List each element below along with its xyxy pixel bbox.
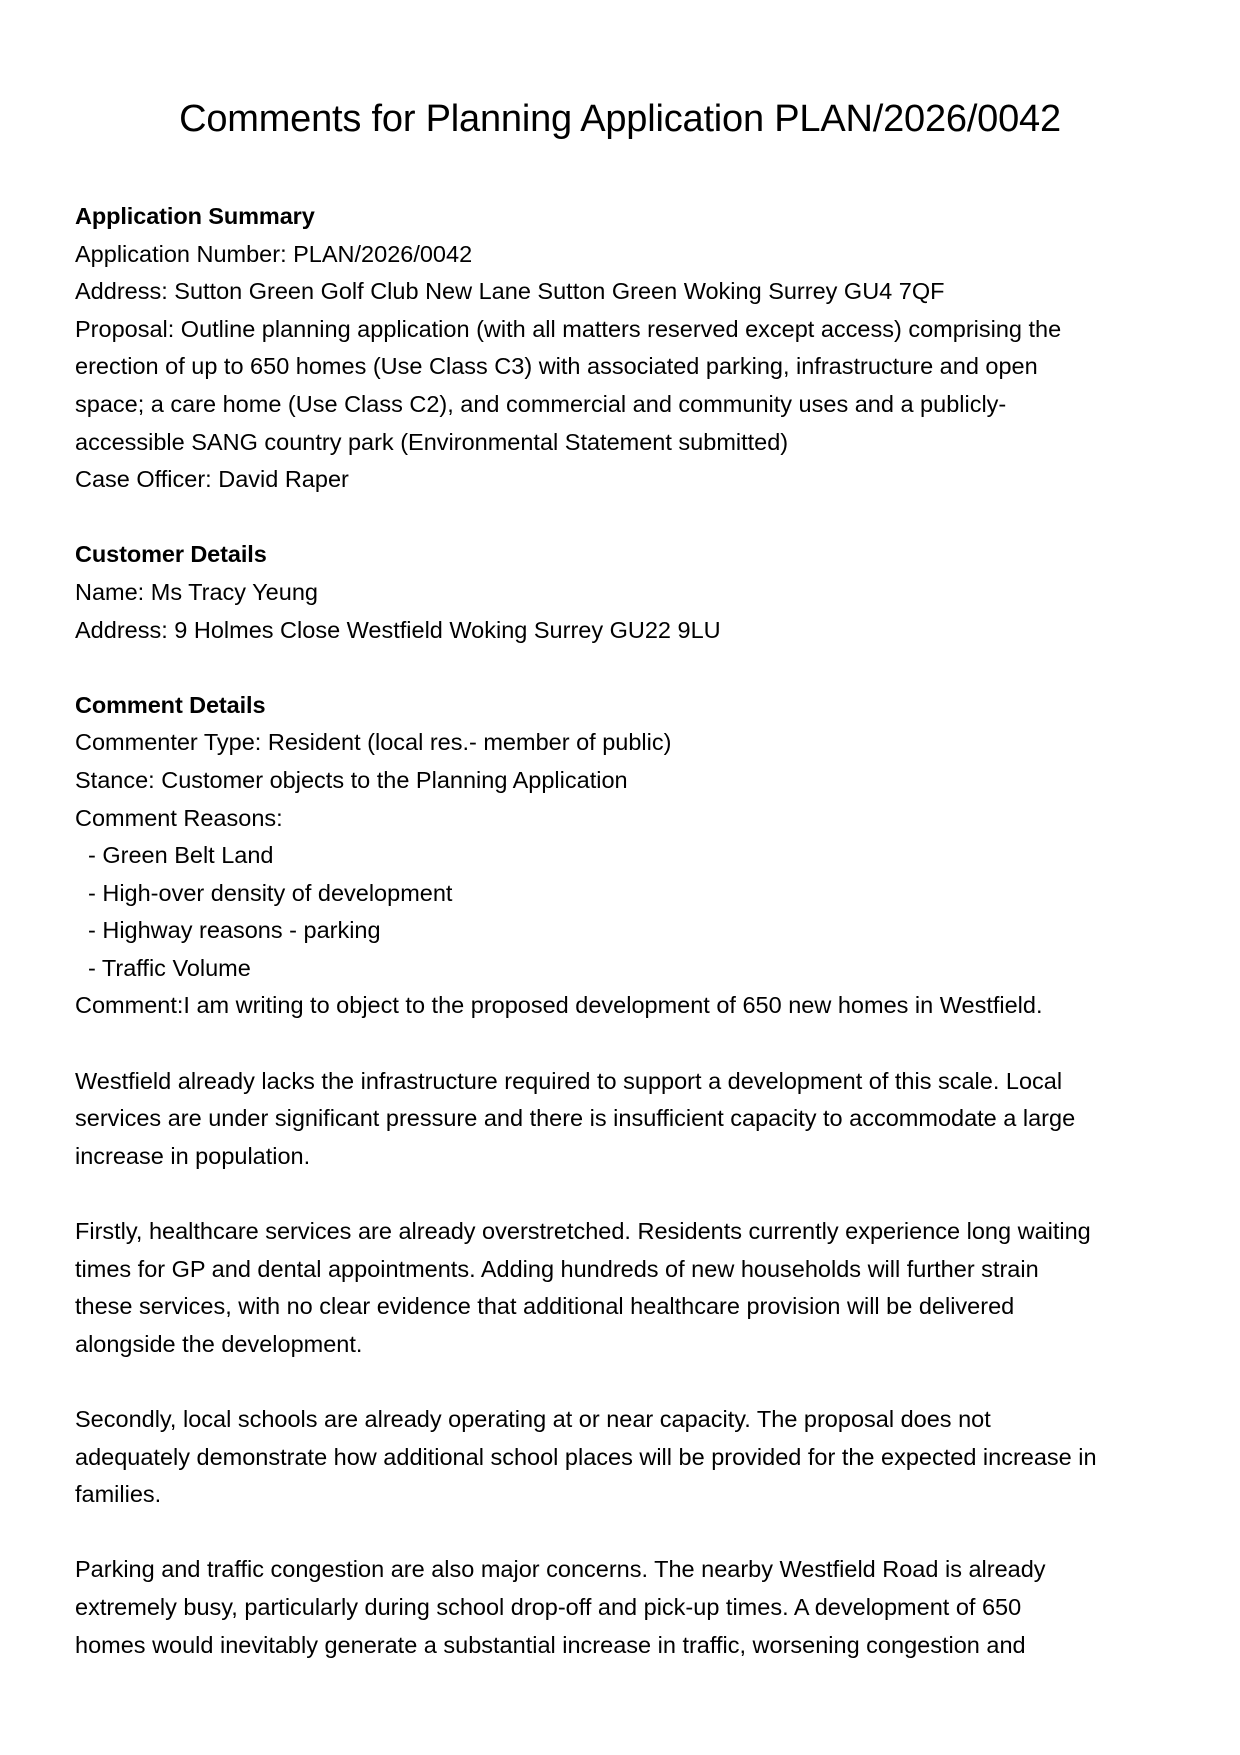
stance: Stance: Customer objects to the Planning Application	[75, 766, 628, 793]
spacer	[75, 1025, 1175, 1063]
comment-paragraph-line: services are under significant pressure and there is insufficient capacity to accommodate a large	[75, 1105, 1076, 1132]
comment-paragraph-line: Secondly, local schools are already operating at or near capacity. The proposal does not	[75, 1406, 991, 1432]
application-address: Address: Sutton Green Golf Club New Lane Sutton Green Woking Surrey GU4 7QF	[75, 278, 945, 305]
case-officer: Case Officer: David Raper	[75, 466, 349, 493]
application-number: Application Number: PLAN/2026/0042	[75, 240, 473, 267]
proposal-line: space; a care home (Use Class C2), and commercial and community uses and a publicly-	[75, 390, 1007, 417]
comment-reason-item: - High-over density of development	[88, 879, 453, 906]
spacer	[75, 499, 1175, 537]
spacer	[75, 1514, 1175, 1552]
comment-reason-item: - Traffic Volume	[88, 954, 251, 981]
spacer	[75, 649, 1175, 687]
spacer	[75, 1175, 1175, 1213]
comment-paragraph-line: these services, with no clear evidence that additional healthcare provision will be delivered	[75, 1293, 1015, 1320]
proposal-line: accessible SANG country park (Environmental Statement submitted)	[75, 428, 789, 455]
commenter-type: Commenter Type: Resident (local res.- member of public)	[75, 729, 672, 756]
comment-paragraph-line: times for GP and dental appointments. Adding hundreds of new households will further strain	[75, 1255, 1039, 1282]
comment-paragraph-line: homes would inevitably generate a substantial increase in traffic, worsening congestion and	[75, 1631, 1026, 1658]
comment-reason-item: - Green Belt Land	[88, 842, 274, 869]
comment-paragraph-line: adequately demonstrate how additional school places will be provided for the expected increase in	[75, 1443, 1097, 1470]
comment-paragraph-line: Parking and traffic congestion are also major concerns. The nearby Westfield Road is already	[75, 1556, 1046, 1583]
comment-paragraph-line: Westfield already lacks the infrastructure required to support a development of this scale. Local	[75, 1067, 1063, 1094]
customer-details-section	[75, 536, 1175, 649]
proposal-line: Proposal: Outline planning application (with all matters reserved except access) comprising the	[75, 315, 1062, 342]
comment-reasons-label: Comment Reasons:	[75, 804, 283, 831]
comment-details-heading: Comment Details	[75, 691, 266, 718]
comment-paragraph-line: Firstly, healthcare services are already overstretched. Residents currently experience long waiting	[75, 1218, 1091, 1245]
customer-details-heading: Customer Details	[75, 541, 267, 568]
comment-reason-item: - Highway reasons - parking	[88, 917, 381, 944]
customer-address: Address: 9 Holmes Close Westfield Woking Surrey GU22 9LU	[75, 616, 721, 643]
comment-paragraph-healthcare	[75, 1213, 1175, 1363]
comment-paragraph-traffic	[75, 1551, 1175, 1664]
application-summary-section	[75, 198, 1175, 499]
comment-intro: Comment:I am writing to object to the proposed development of 650 new homes in Westfield.	[75, 992, 1043, 1019]
application-summary-heading: Application Summary	[75, 203, 315, 229]
document-body	[75, 198, 1175, 1664]
customer-name: Name: Ms Tracy Yeung	[75, 578, 318, 605]
proposal-line: erection of up to 650 homes (Use Class C3) with associated parking, infrastructure and open	[75, 353, 1038, 380]
comment-paragraph-line: families.	[75, 1481, 162, 1508]
spacer	[75, 1363, 1175, 1401]
comment-paragraph-infrastructure	[75, 1063, 1175, 1176]
comment-paragraph-line: alongside the development.	[75, 1330, 363, 1357]
comment-paragraph-line: increase in population.	[75, 1142, 311, 1169]
comment-details-section	[75, 687, 1175, 1664]
comment-paragraph-line: extremely busy, particularly during school drop-off and pick-up times. A development of 650	[75, 1593, 1022, 1620]
page-title: Comments for Planning Application PLAN/2026/0042	[179, 98, 1061, 140]
comment-paragraph-schools	[75, 1401, 1175, 1514]
